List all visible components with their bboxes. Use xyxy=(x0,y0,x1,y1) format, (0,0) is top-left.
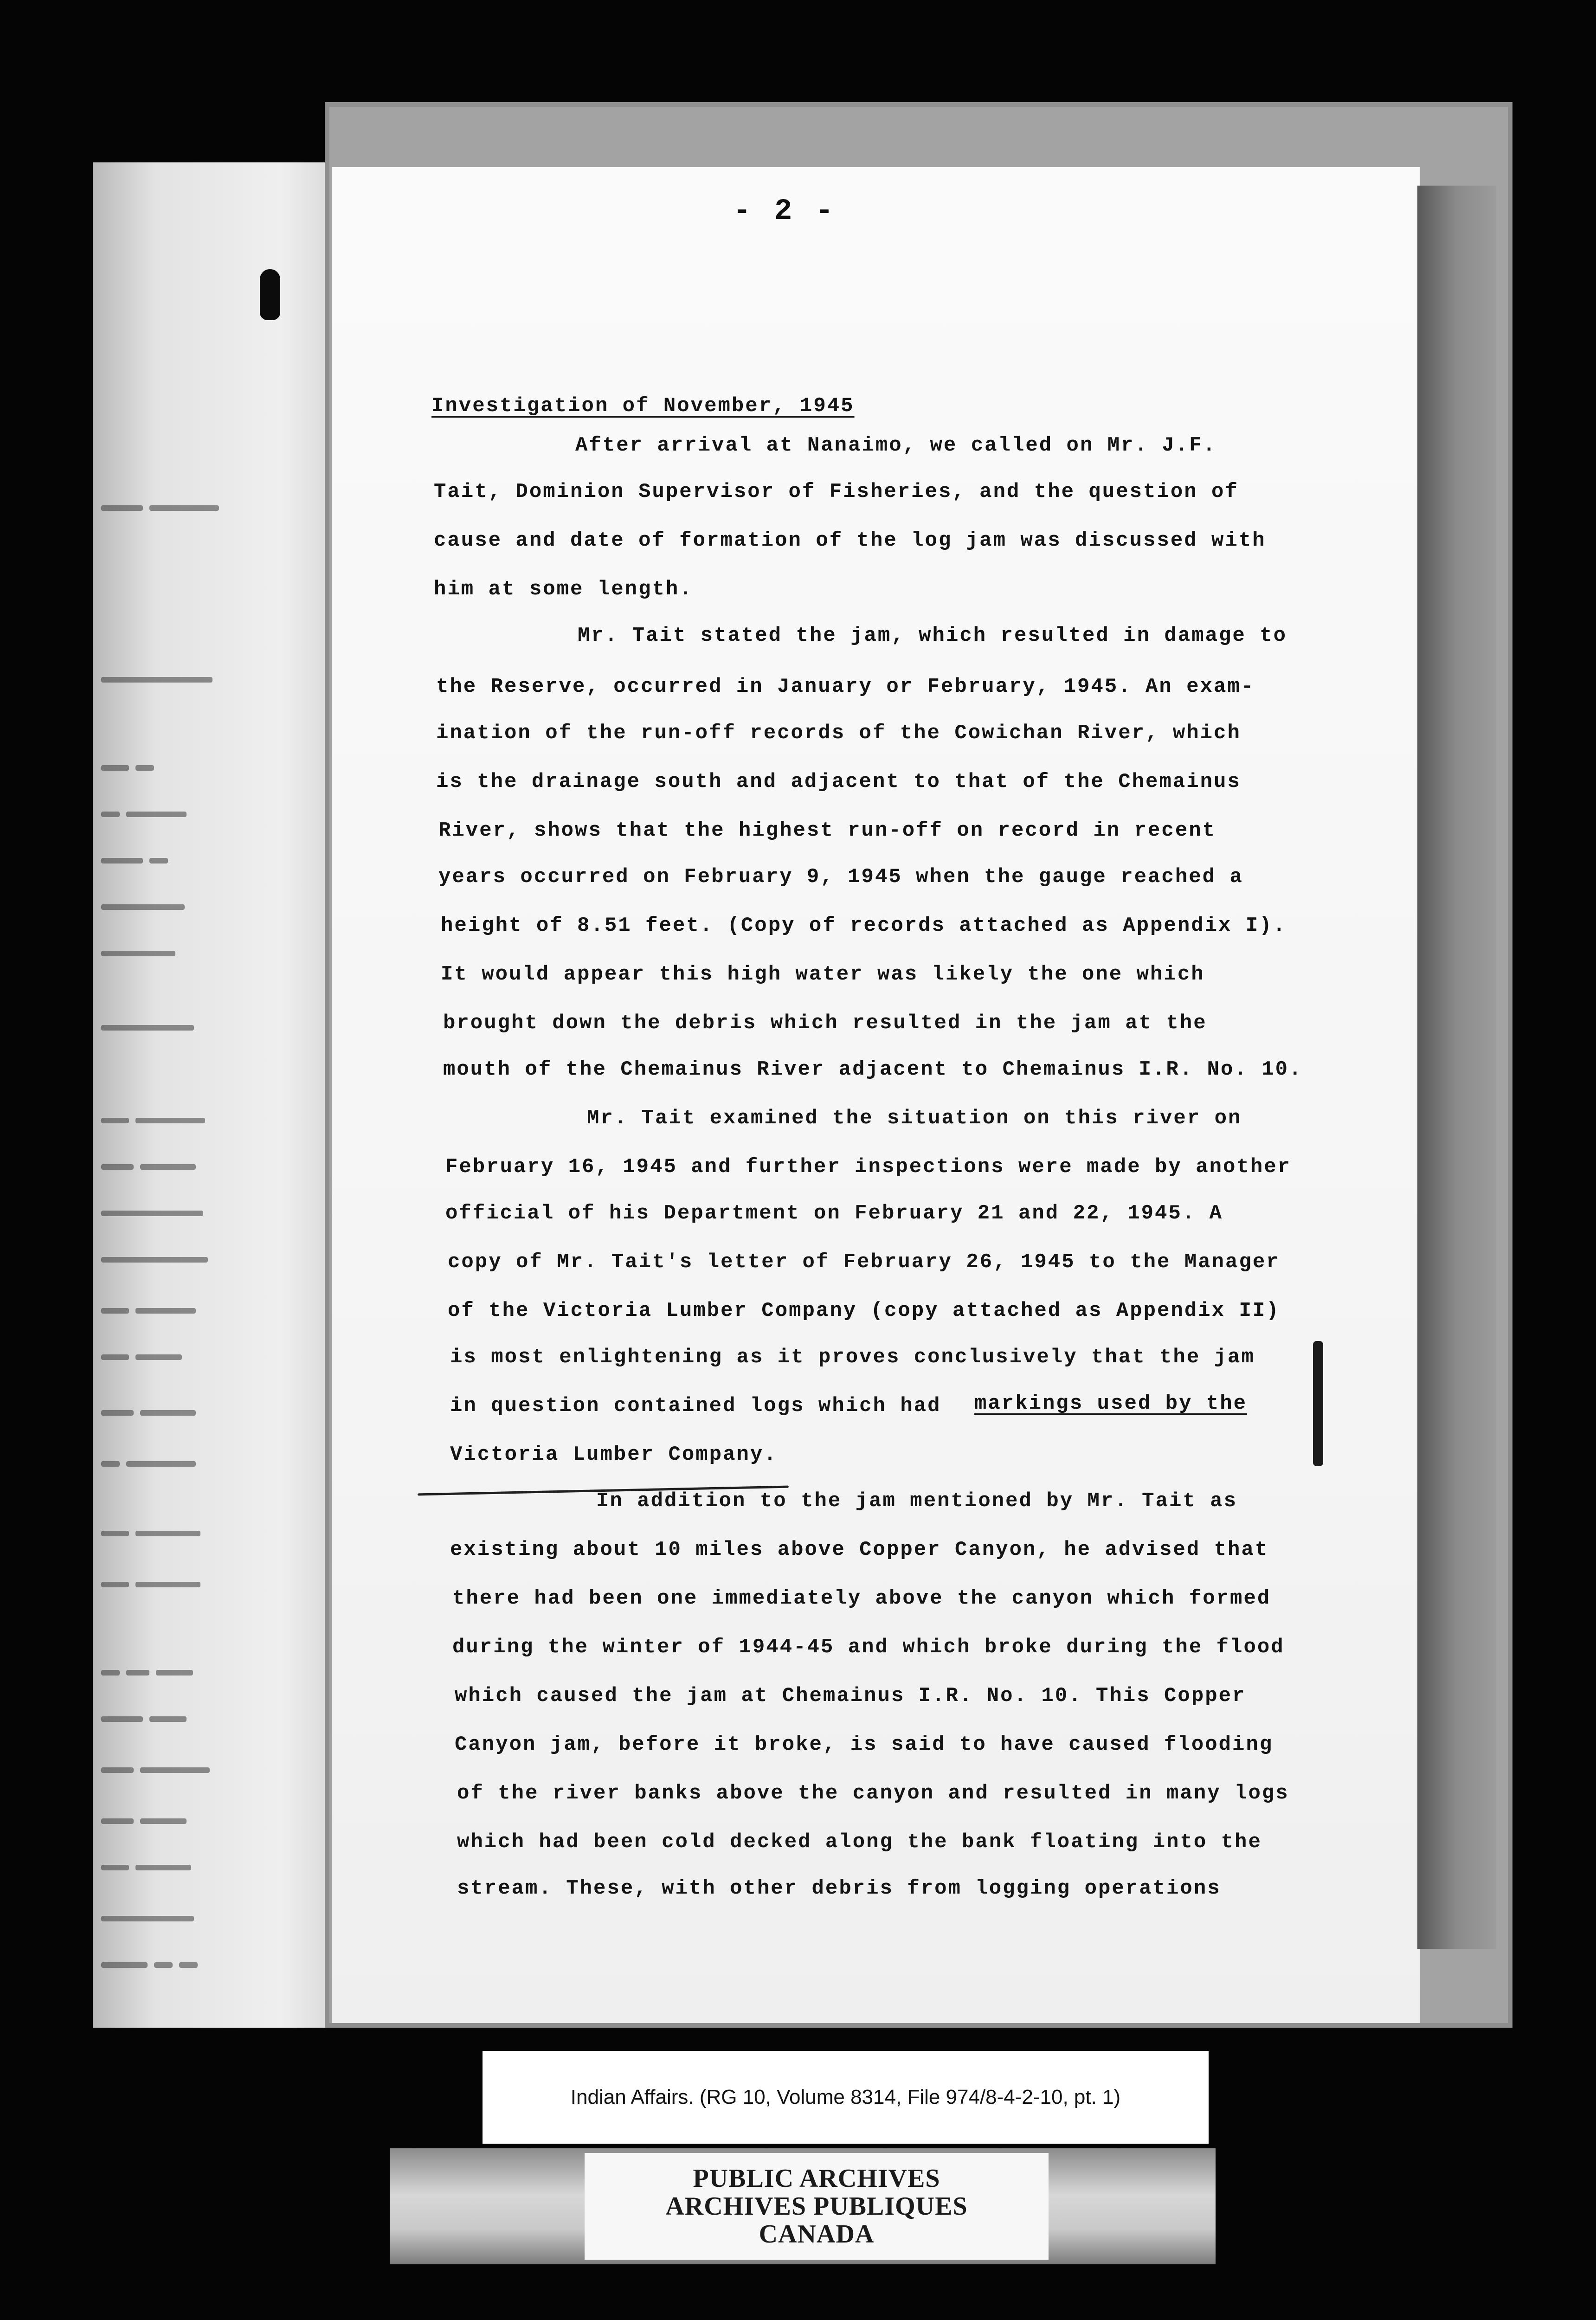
body-line: him at some length. xyxy=(434,578,693,601)
body-line: official of his Department on February 21 and 22, 1945. A xyxy=(445,1202,1223,1225)
body-line: copy of Mr. Tait's letter of February 26, 1945 to the Manager xyxy=(448,1250,1280,1274)
body-line: during the winter of 1944-45 and which broke during the flood xyxy=(452,1636,1285,1659)
bleed-through-text xyxy=(101,1578,240,1592)
body-line: Canyon jam, before it broke, is said to have caused flooding xyxy=(455,1733,1274,1756)
bleed-through-text xyxy=(101,1350,240,1364)
archive-stamp-strip xyxy=(390,2148,1216,2264)
bleed-through-text xyxy=(101,1958,240,1972)
body-line: River, shows that the highest run-off on record in recent xyxy=(438,819,1216,842)
bleed-through-text xyxy=(101,1712,240,1726)
stamp-line-3: CANADA xyxy=(759,2220,875,2249)
underlined-phrase: markings used by the xyxy=(974,1392,1248,1415)
bleed-through-text xyxy=(101,1814,240,1828)
body-line: height of 8.51 feet. (Copy of records attached as Appendix I). xyxy=(441,914,1287,937)
section-heading: Investigation of November, 1945 xyxy=(431,394,855,418)
bleed-through-text xyxy=(101,1912,240,1926)
previous-page-edge xyxy=(93,162,343,2028)
bleed-through-text xyxy=(101,1160,240,1174)
bleed-through-text xyxy=(101,761,240,775)
body-line: After arrival at Nanaimo, we called on Mr. J.F. xyxy=(575,434,1217,457)
body-line: is the drainage south and adjacent to that of the Chemainus xyxy=(436,770,1241,793)
page-number: - 2 - xyxy=(733,195,837,228)
bleed-through-text xyxy=(101,1114,240,1128)
body-line: which had been cold decked along the bank floating into the xyxy=(457,1830,1262,1854)
bleed-through-text xyxy=(101,501,240,515)
page-edge-shadow xyxy=(1417,186,1496,1949)
body-line: Mr. Tait examined the situation on this river on xyxy=(587,1107,1242,1130)
body-line: stream. These, with other debris from logging operations xyxy=(457,1877,1221,1900)
bleed-through-text xyxy=(101,900,240,914)
bleed-through-text xyxy=(101,1253,240,1267)
bleed-through-text xyxy=(101,1527,240,1540)
margin-mark xyxy=(1313,1341,1323,1466)
body-line: In addition to the jam mentioned by Mr. Tait as xyxy=(596,1489,1238,1513)
body-line: cause and date of formation of the log jam was discussed with xyxy=(434,529,1266,552)
body-line: Tait, Dominion Supervisor of Fisheries, and the question of xyxy=(434,480,1239,503)
bleed-through-text xyxy=(101,673,240,687)
body-line: brought down the debris which resulted in the jam at the xyxy=(443,1012,1207,1035)
bleed-through-text xyxy=(101,854,240,868)
bleed-through-text xyxy=(101,1206,240,1220)
bleed-through-text xyxy=(101,1304,240,1318)
archive-caption xyxy=(483,2051,1209,2144)
bleed-through-text xyxy=(101,1457,240,1471)
body-line: there had been one immediately above the canyon which formed xyxy=(452,1587,1271,1610)
body-line: the Reserve, occurred in January or February, 1945. An exam- xyxy=(436,675,1255,698)
body-line: in question contained logs which had xyxy=(450,1394,941,1418)
bleed-through-text xyxy=(101,947,240,960)
body-line: existing about 10 miles above Copper Canyon, he advised that xyxy=(450,1538,1269,1561)
archive-stamp xyxy=(585,2153,1049,2260)
caption-text: Indian Affairs. (RG 10, Volume 8314, File 974/8-4-2-10, pt. 1) xyxy=(570,2086,1121,2108)
bleed-through-text xyxy=(101,1406,240,1420)
bleed-through-text xyxy=(101,1021,240,1035)
body-line: Mr. Tait stated the jam, which resulted in damage to xyxy=(578,624,1287,647)
bleed-through-text xyxy=(101,1666,240,1680)
body-line: It would appear this high water was likely the one which xyxy=(441,963,1205,986)
bleed-through-text xyxy=(101,807,240,821)
body-line: which caused the jam at Chemainus I.R. No. 10. This Copper xyxy=(455,1684,1246,1708)
body-line: of the Victoria Lumber Company (copy attached as Appendix II) xyxy=(448,1299,1280,1322)
stamp-line-2: ARCHIVES PUBLIQUES xyxy=(665,2192,968,2221)
body-line: Victoria Lumber Company. xyxy=(450,1443,778,1466)
body-line: is most enlightening as it proves conclusively that the jam xyxy=(450,1346,1255,1369)
body-line: mouth of the Chemainus River adjacent to Chemainus I.R. No. 10. xyxy=(443,1058,1303,1081)
stamp-line-1: PUBLIC ARCHIVES xyxy=(693,2164,940,2193)
body-line: February 16, 1945 and further inspections were made by another xyxy=(445,1155,1292,1179)
bleed-through-text xyxy=(101,1861,240,1875)
body-line: years occurred on February 9, 1945 when the gauge reached a xyxy=(438,865,1243,889)
body-line: ination of the run-off records of the Cowichan River, which xyxy=(436,722,1241,745)
bleed-through-text xyxy=(101,1763,240,1777)
body-line: of the river banks above the canyon and resulted in many logs xyxy=(457,1782,1289,1805)
binding-hole xyxy=(260,269,280,320)
